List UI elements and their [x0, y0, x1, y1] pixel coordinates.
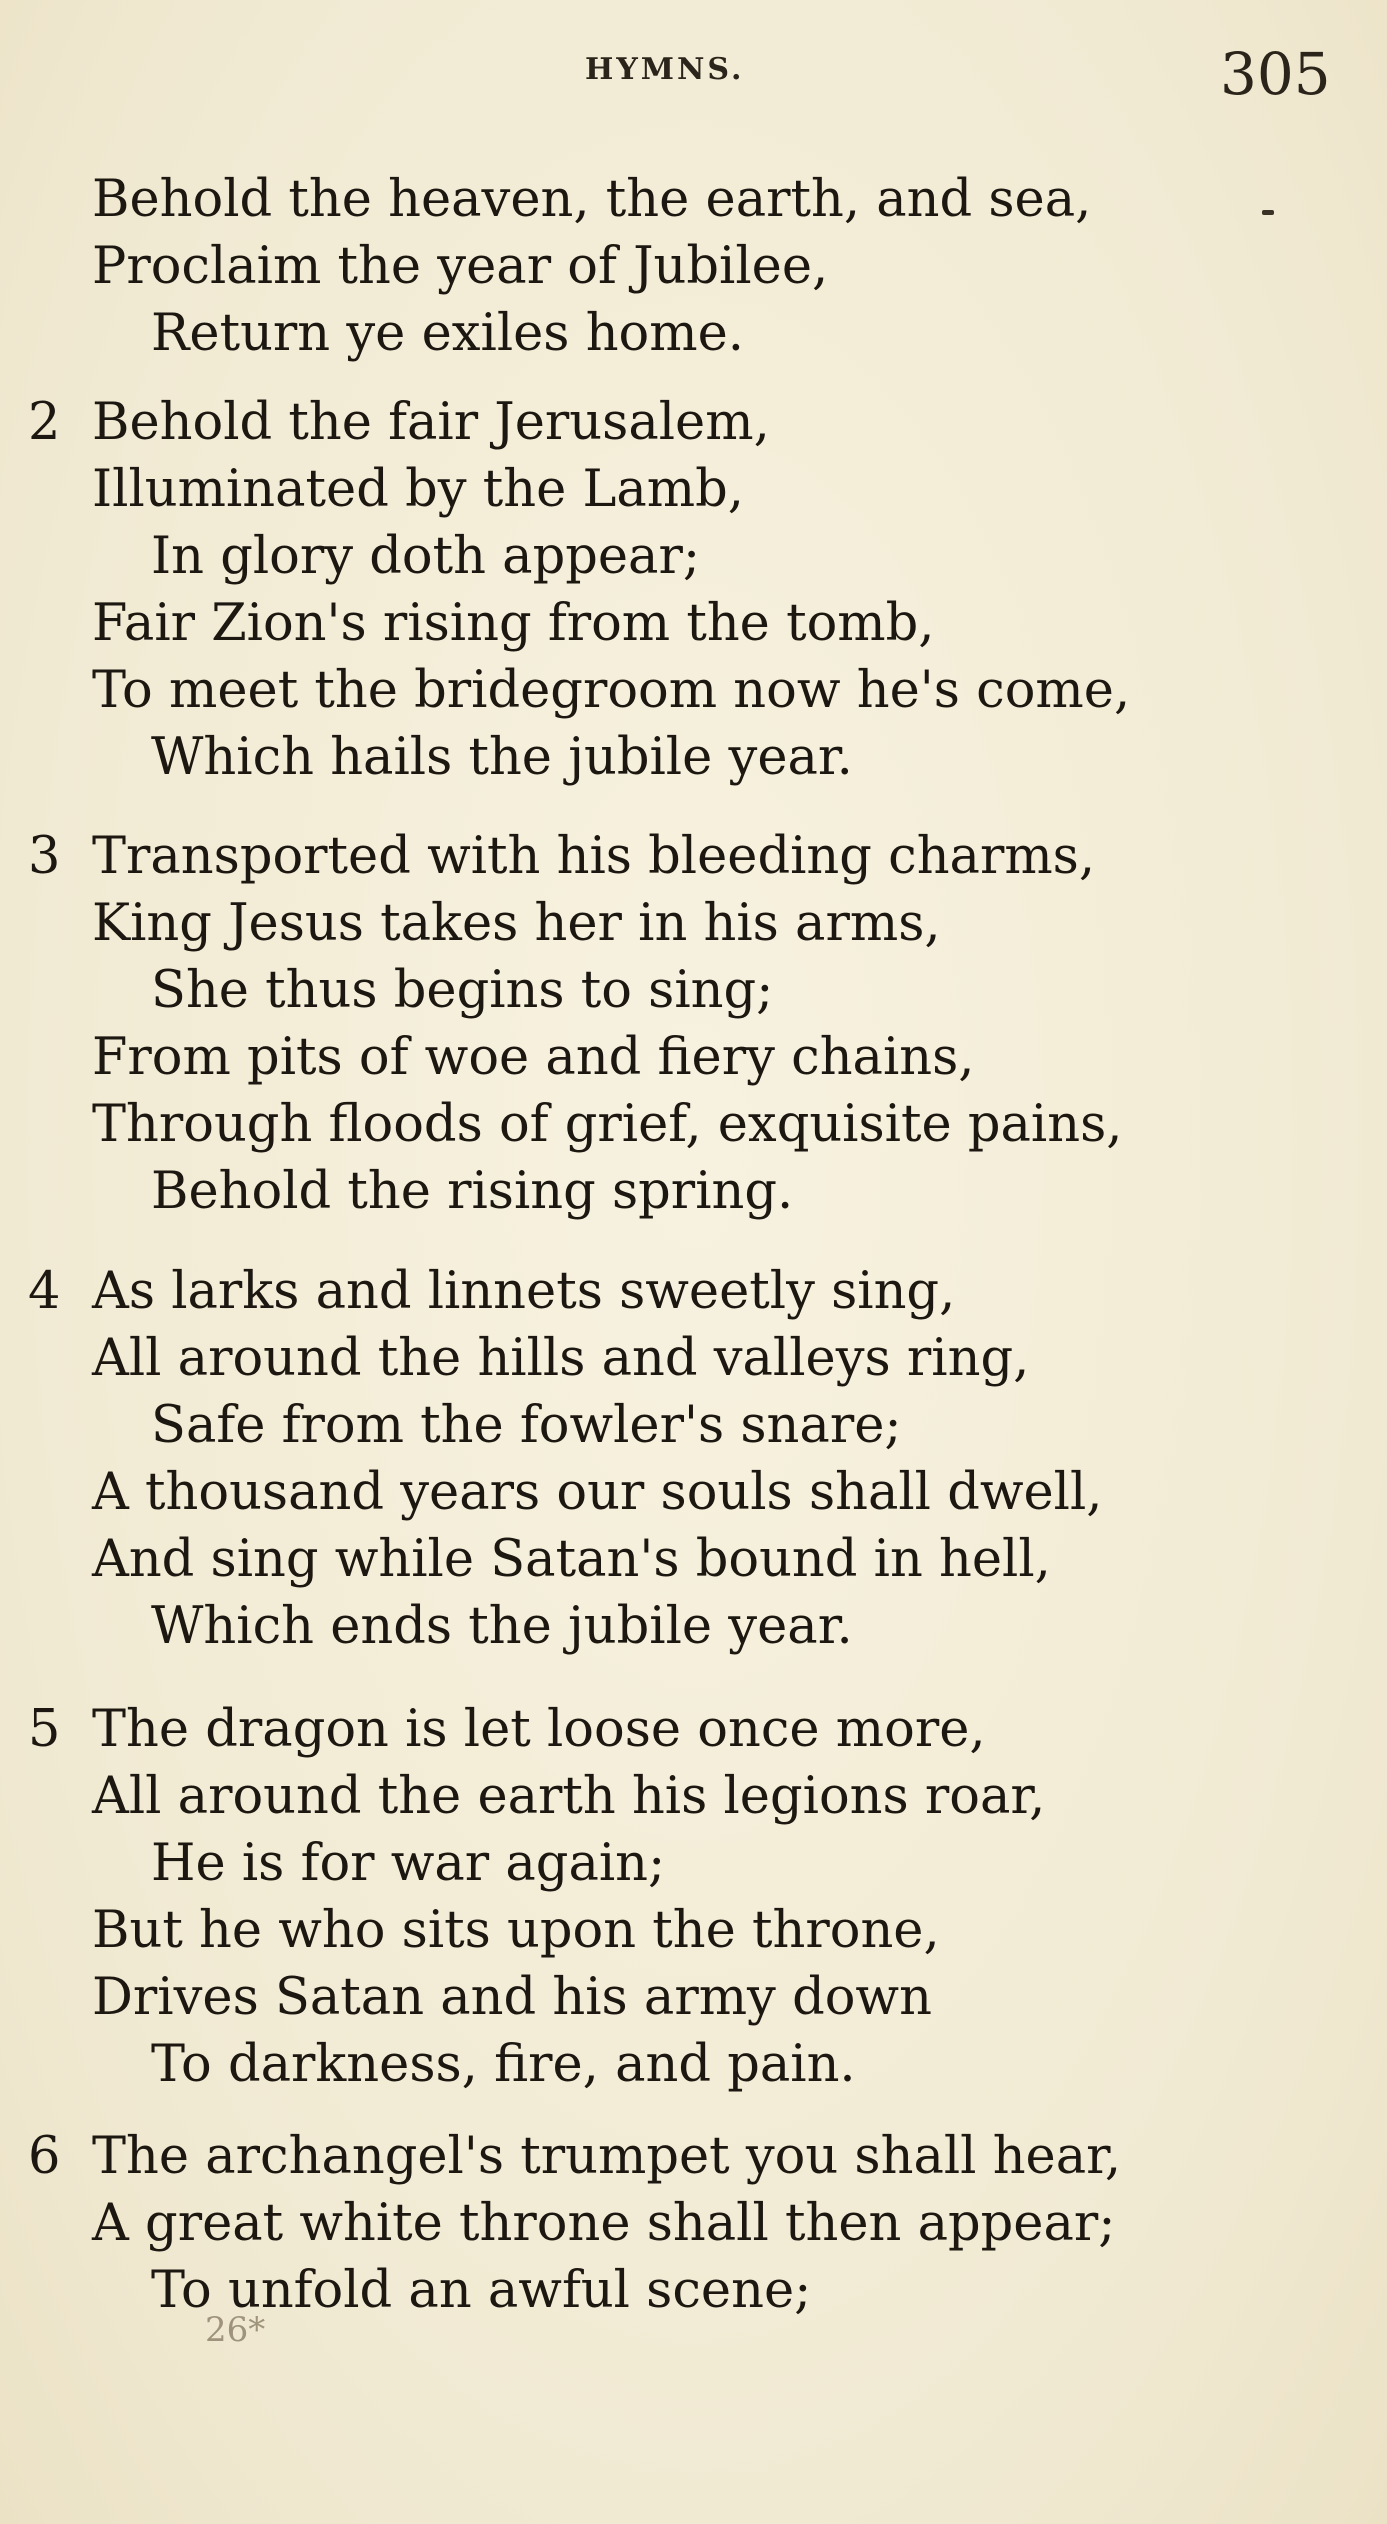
verse-line: All around the hills and valleys ring, [92, 1329, 1030, 1388]
verse-line: From pits of woe and fiery chains, [92, 1028, 975, 1087]
verse-line: Which hails the jubile year. [151, 728, 853, 787]
signature-mark: 26* [205, 2310, 266, 2350]
verse-line: Transported with his bleeding charms, [92, 827, 1096, 886]
verse-line: Fair Zion's rising from the tomb, [92, 594, 935, 653]
stanza-number: 6 [28, 2127, 61, 2186]
running-header: HYMNS. [585, 52, 745, 87]
verse-line: A great white throne shall then appear; [92, 2194, 1116, 2253]
verse-line: Which ends the jubile year. [151, 1597, 853, 1656]
verse-line: The dragon is let loose once more, [92, 1700, 986, 1759]
stanza-number: 2 [28, 393, 61, 452]
stanza-number: 5 [28, 1700, 61, 1759]
stanza-number: 3 [28, 827, 61, 886]
verse-line: Illuminated by the Lamb, [92, 460, 744, 519]
verse-line: The archangel's trumpet you shall hear, [92, 2127, 1122, 2186]
verse-line: And sing while Satan's bound in hell, [92, 1530, 1051, 1589]
stanza-number: 4 [28, 1262, 61, 1321]
verse-line: To darkness, fire, and pain. [151, 2035, 856, 2094]
verse-line: In glory doth appear; [151, 527, 701, 586]
verse-line: But he who sits upon the throne, [92, 1901, 940, 1960]
verse-line: Through floods of grief, exquisite pains, [92, 1095, 1123, 1154]
verse-line: Behold the rising spring. [151, 1162, 794, 1221]
verse-line: He is for war again; [151, 1834, 666, 1893]
verse-line: King Jesus takes her in his arms, [92, 894, 941, 953]
verse-line: All around the earth his legions roar, [92, 1767, 1046, 1826]
verse-line: She thus begins to sing; [151, 961, 774, 1020]
verse-line: Safe from the fowler's snare; [151, 1396, 902, 1455]
verse-line: Proclaim the year of Jubilee, [92, 237, 829, 296]
verse-line: Behold the heaven, the earth, and sea, [92, 170, 1092, 229]
page-number: 305 [1220, 40, 1331, 108]
verse-line: As larks and linnets sweetly sing, [92, 1262, 956, 1321]
verse-line: Drives Satan and his army down [92, 1968, 932, 2027]
verse-line: Behold the fair Jerusalem, [92, 393, 770, 452]
verse-line: To meet the bridegroom now he's come, [92, 661, 1131, 720]
verse-line: Return ye exiles home. [151, 304, 744, 363]
ink-speck [1262, 210, 1274, 215]
verse-line: To unfold an awful scene; [151, 2261, 812, 2320]
verse-line: A thousand years our souls shall dwell, [92, 1463, 1103, 1522]
